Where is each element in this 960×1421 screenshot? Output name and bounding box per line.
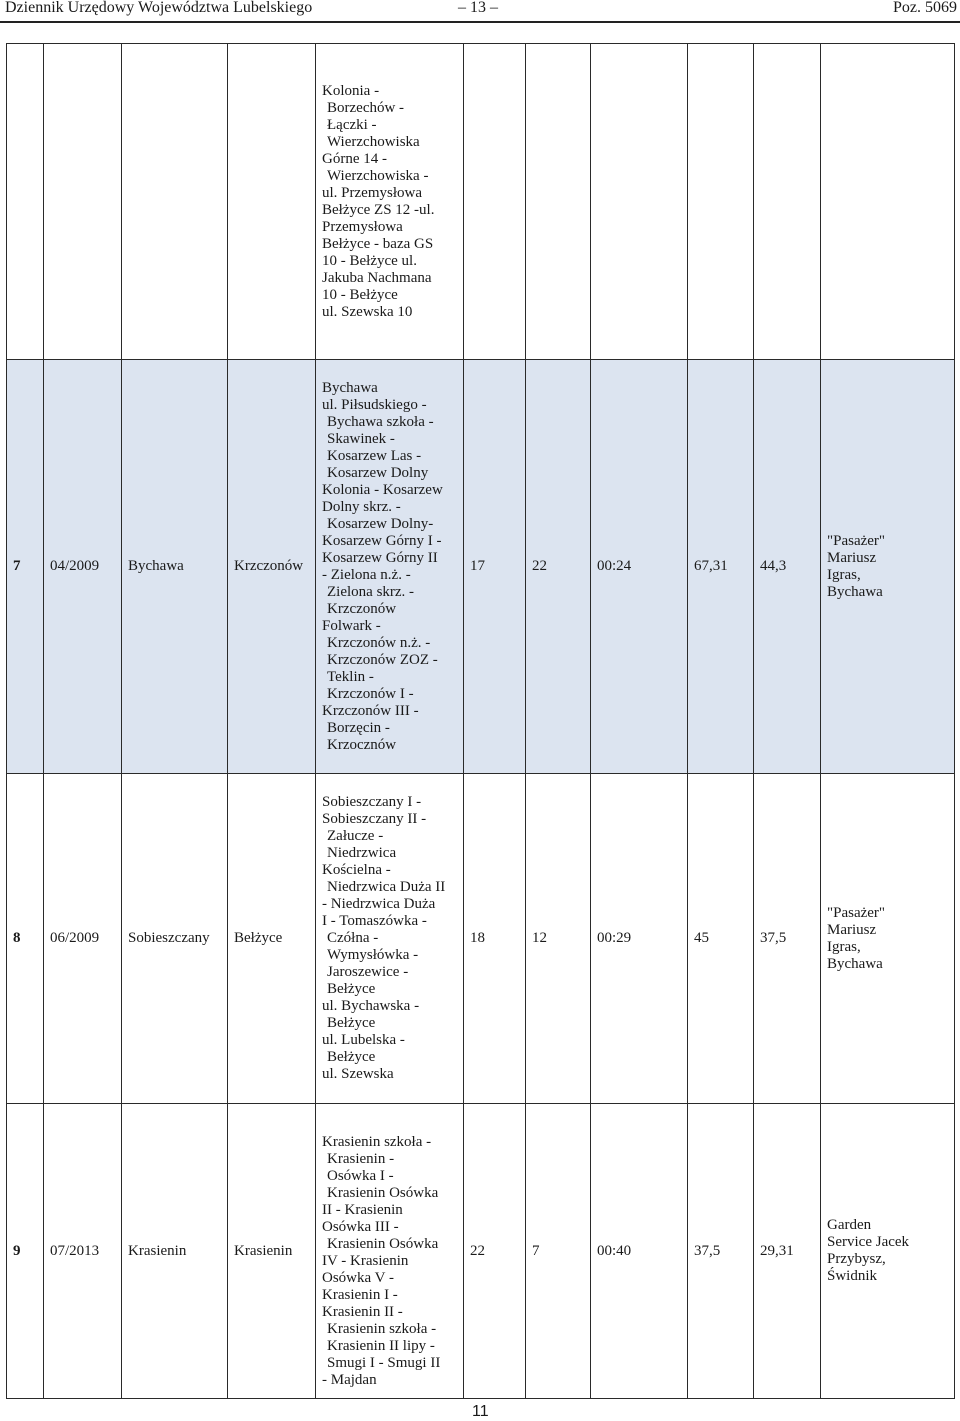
route-stop-line: Osówka III - <box>322 1218 399 1235</box>
route-stop-line: Krzczonów I - <box>327 685 414 702</box>
table-row <box>7 1104 955 1399</box>
route-stop-line: Zielona skrz. - <box>327 583 415 600</box>
route-stop-line: Borzechów - <box>327 99 405 116</box>
stops-count: 12 <box>526 774 591 1104</box>
page-number: 11 <box>472 1403 489 1420</box>
route-description <box>316 1104 464 1399</box>
route-stop-line: Bełżyce <box>327 1015 376 1031</box>
table-row <box>7 774 955 1104</box>
route-stop-line: Załucze - <box>327 828 384 844</box>
operator-line: Garden <box>827 1217 872 1233</box>
route-stop-line: Krasienin szkoła - <box>327 1320 437 1337</box>
route-length-km: 67,31 <box>688 360 754 774</box>
town-name: Krzczonów <box>228 360 316 774</box>
town-name: Bełżyce <box>228 774 316 1104</box>
route-stop-line: Kosarzew Górny I - <box>322 532 442 549</box>
route-stop-line: Krzczonów <box>327 600 397 617</box>
route-stop-line: Kosarzew Górny II <box>322 549 438 566</box>
commune-name: Krasienin <box>122 1104 228 1399</box>
route-stop-line: Krzczonów n.ż. - <box>327 634 431 651</box>
courses-count: 18 <box>464 774 526 1104</box>
route-stop-line: Bełżyce - baza GS <box>322 235 434 252</box>
route-stop-line: Krasienin - <box>327 1150 395 1167</box>
route-stop-line: Sobieszczany II - <box>322 811 427 827</box>
routes-table <box>6 43 955 1399</box>
operator <box>821 44 955 360</box>
route-stop-line: Krzocznów <box>327 736 397 753</box>
route-stop-line: Kolonia - <box>322 82 380 99</box>
operator <box>821 774 955 1104</box>
commune-name: Sobieszczany <box>122 774 228 1104</box>
route-stop-line: Folwark - <box>322 617 381 634</box>
route-stop-line: ul. Bychawska - <box>322 998 420 1014</box>
operator-line: Igras, <box>827 566 861 583</box>
route-id <box>44 44 122 360</box>
route-stop-line: Bełżyce ZS 12 -ul. <box>322 201 435 218</box>
route-stop-line: Sobieszczany I - <box>322 794 422 810</box>
route-stop-line: Górne 14 - <box>322 150 387 167</box>
route-stop-line: Krasienin szkoła - <box>322 1133 432 1150</box>
route-stop-line: Osówka V - <box>322 1269 394 1286</box>
route-description <box>316 44 464 360</box>
stops-count: 22 <box>526 360 591 774</box>
page-header <box>0 0 960 20</box>
position-number: Poz. 5069 <box>893 0 957 16</box>
route-stop-line: Niedrzwica <box>327 845 397 861</box>
route-stop-line: II - Krasienin <box>322 1201 403 1218</box>
courses-count: 17 <box>464 360 526 774</box>
route-length-km: 37,5 <box>688 1104 754 1399</box>
courses-count: 22 <box>464 1104 526 1399</box>
route-stop-line: Teklin - <box>327 668 374 685</box>
town-name: Krasienin <box>228 1104 316 1399</box>
row-number: 7 <box>7 360 44 774</box>
route-stop-line: Krasienin Osówka <box>327 1184 439 1201</box>
route-stop-line: Kosarzew Dolny- <box>327 515 434 532</box>
travel-time <box>591 44 688 360</box>
route-stop-line: Osówka I - <box>327 1167 394 1184</box>
route-stop-line: ul. Lubelska - <box>322 1032 405 1048</box>
route-stop-line: Krasienin II - <box>322 1303 403 1320</box>
courses-count <box>464 44 526 360</box>
route-stop-line: Bychawa <box>322 379 378 396</box>
route-description <box>316 774 464 1104</box>
route-stop-line: Przemysłowa <box>322 218 403 235</box>
operator-line: Bychawa <box>827 583 883 600</box>
operator-line: Mariusz <box>827 921 877 938</box>
travel-time: 00:24 <box>591 360 688 774</box>
route-stop-line: - Zielona n.ż. - <box>322 566 411 583</box>
route-stop-line: 10 - Bełżyce ul. <box>322 252 417 269</box>
route-length-km: 45 <box>688 774 754 1104</box>
route-stop-line: Borzęcin - <box>327 719 390 736</box>
route-stop-line: Łączki - <box>327 116 377 133</box>
route-stop-line: Jakuba Nachmana <box>322 269 432 286</box>
route-stop-line: - Niedrzwica Duża <box>322 896 436 912</box>
commune-name: Bychawa <box>122 360 228 774</box>
row-number <box>7 44 44 360</box>
route-description <box>316 360 464 774</box>
route-stop-line: Czółna - <box>327 930 379 946</box>
route-stop-line: Kolonia - Kosarzew <box>322 481 443 498</box>
route-stop-line: IV - Krasienin <box>322 1252 409 1269</box>
stops-count: 7 <box>526 1104 591 1399</box>
commune-name <box>122 44 228 360</box>
header-rule <box>0 21 960 23</box>
route-length-km <box>688 44 754 360</box>
line-length-km <box>754 44 821 360</box>
route-stop-line: Krasienin Osówka <box>327 1235 439 1252</box>
town-name <box>228 44 316 360</box>
operator-line: Mariusz <box>827 549 877 566</box>
operator-line: Bychawa <box>827 955 883 972</box>
route-id: 04/2009 <box>44 360 122 774</box>
route-stop-line: ul. Piłsudskiego - <box>322 396 427 413</box>
route-stop-line: Krasienin II lipy - <box>327 1337 435 1354</box>
route-stop-line: I - Tomaszówka - <box>322 913 427 929</box>
route-stop-line: Wymysłówka - <box>327 947 419 963</box>
route-stop-line: Bełżyce <box>327 981 376 997</box>
row-number: 9 <box>7 1104 44 1399</box>
route-stop-line: ul. Szewska <box>322 1066 394 1082</box>
table-row <box>7 44 955 360</box>
route-id: 06/2009 <box>44 774 122 1104</box>
line-length-km: 37,5 <box>754 774 821 1104</box>
route-id: 07/2013 <box>44 1104 122 1399</box>
route-stop-line: Wierzchowiska <box>327 133 420 150</box>
operator-line: "Pasażer" <box>827 904 886 921</box>
route-stop-line: Jaroszewice - <box>327 964 409 980</box>
operator-line: Świdnik <box>827 1268 878 1284</box>
operator <box>821 360 955 774</box>
route-stop-line: 10 - Bełżyce <box>322 286 398 303</box>
route-stop-line: ul. Przemysłowa <box>322 184 422 201</box>
travel-time: 00:29 <box>591 774 688 1104</box>
route-stop-line: Smugi I - Smugi II <box>327 1354 441 1371</box>
route-stop-line: Kosarzew Las - <box>327 447 422 464</box>
route-stop-line: Wierzchowiska - <box>327 167 429 184</box>
route-stop-line: Krzczonów III - <box>322 702 419 719</box>
route-stop-line: Krasienin I - <box>322 1286 398 1303</box>
row-number: 8 <box>7 774 44 1104</box>
route-stop-line: Skawinek - <box>327 430 395 447</box>
stops-count <box>526 44 591 360</box>
table-row <box>7 360 955 774</box>
operator <box>821 1104 955 1399</box>
route-stop-line: ul. Szewska 10 <box>322 303 413 320</box>
page-marker: – 13 – <box>458 0 498 16</box>
operator-line: Przybysz, <box>827 1251 886 1267</box>
operator-line: "Pasażer" <box>827 532 886 549</box>
travel-time: 00:40 <box>591 1104 688 1399</box>
route-stop-line: Krzczonów ZOZ - <box>327 651 438 668</box>
route-stop-line: Dolny skrz. - <box>322 498 401 515</box>
route-stop-line: Bychawa szkoła - <box>327 413 434 430</box>
journal-title: Dziennik Urzędowy Województwa Lubelskiego <box>5 0 313 16</box>
route-stop-line: Niedrzwica Duża II <box>327 879 446 895</box>
route-stop-line: Kosarzew Dolny <box>327 464 429 481</box>
route-stop-line: - Majdan <box>322 1371 377 1388</box>
line-length-km: 29,31 <box>754 1104 821 1399</box>
operator-line: Service Jacek <box>827 1234 910 1250</box>
route-stop-line: Kościelna - <box>322 862 391 878</box>
route-stop-line: Bełżyce <box>327 1049 376 1065</box>
operator-line: Igras, <box>827 938 861 955</box>
line-length-km: 44,3 <box>754 360 821 774</box>
